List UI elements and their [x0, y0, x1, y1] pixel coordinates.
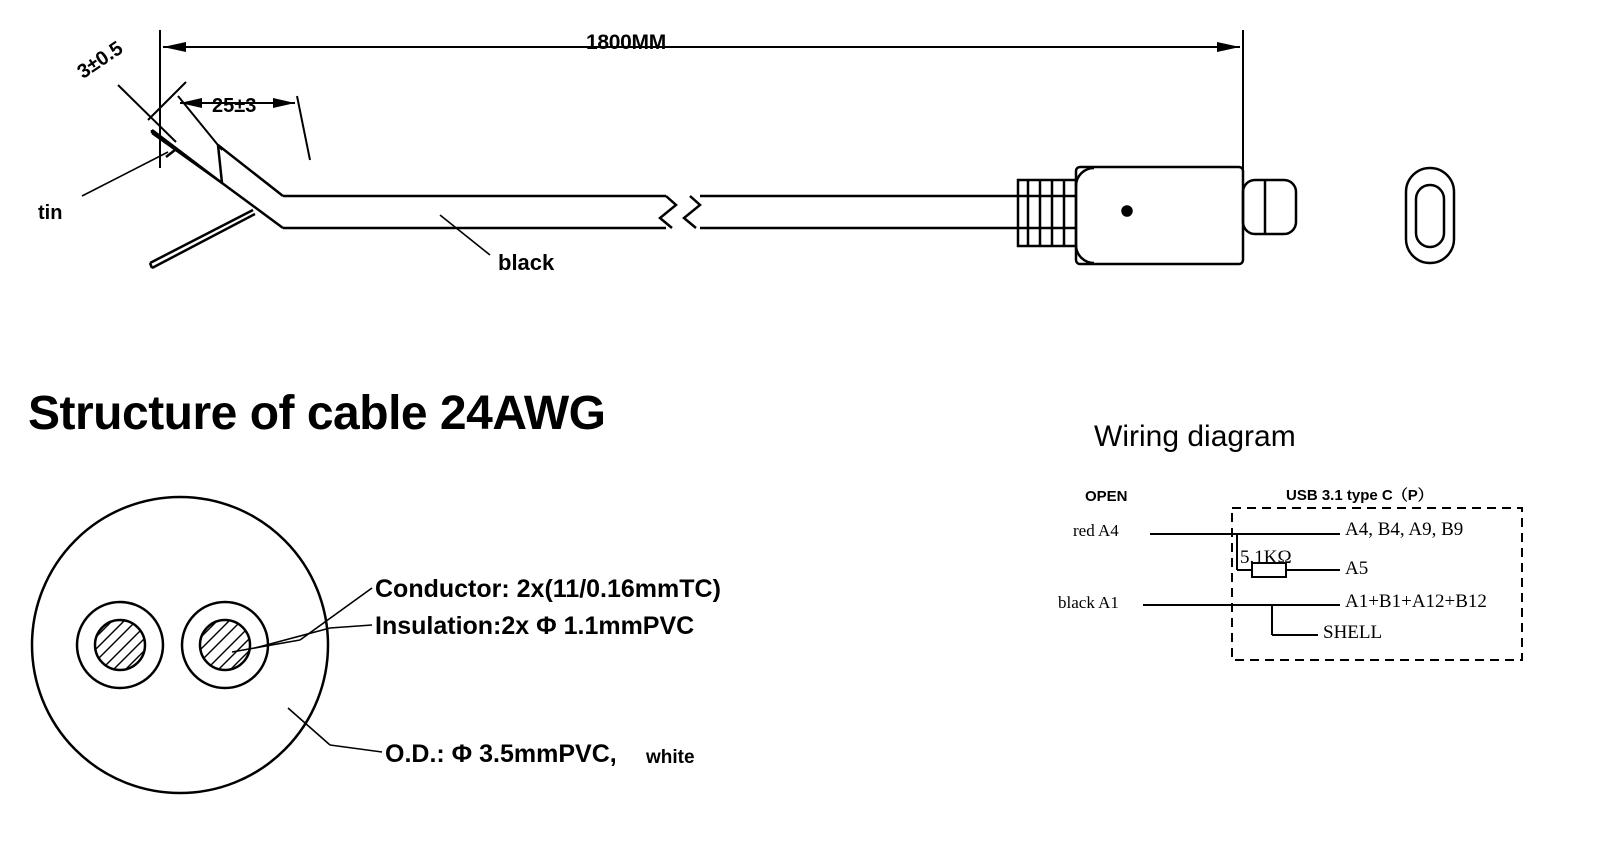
leader-lines-top	[82, 152, 490, 255]
label-pins-a4-b4-a9-b9: A4, B4, A9, B9	[1345, 519, 1464, 540]
cable-body	[150, 130, 1018, 268]
label-wire-black-a1: black A1	[1058, 593, 1119, 612]
label-outer-diameter: O.D.: Φ 3.5mmPVC,	[385, 740, 617, 768]
label-jacket-color: black	[498, 250, 555, 275]
label-strip-length: 25±3	[212, 95, 257, 117]
label-total-length: 1800MM	[586, 31, 666, 54]
label-strip-tolerance: 3±0.5	[73, 37, 128, 84]
label-usb-connector-type: USB 3.1 type C（P）	[1286, 487, 1433, 504]
label-open: OPEN	[1085, 488, 1128, 505]
label-pins-a1-b1-a12-b12: A1+B1+A12+B12	[1345, 591, 1487, 612]
label-wire-red-a4: red A4	[1073, 521, 1119, 540]
connector-end-view	[1406, 168, 1454, 263]
label-tin: tin	[38, 202, 63, 224]
wiring-title: Wiring diagram	[1094, 420, 1296, 453]
usb-c-connector	[1018, 167, 1296, 264]
structure-title: Structure of cable 24AWG	[28, 387, 606, 440]
label-resistor-value: 5.1KΩ	[1240, 547, 1292, 568]
label-conductor: Conductor: 2x(11/0.16mmTC)	[375, 575, 721, 603]
label-pin-a5: A5	[1345, 558, 1369, 579]
label-shell: SHELL	[1323, 622, 1383, 643]
dimension-total-length	[160, 30, 1243, 180]
conductor-hatching	[88, 608, 257, 676]
label-insulation: Insulation:2x Φ 1.1mmPVC	[375, 612, 695, 640]
cable-cross-section	[32, 497, 328, 793]
label-outer-diameter-color: white	[646, 747, 695, 768]
